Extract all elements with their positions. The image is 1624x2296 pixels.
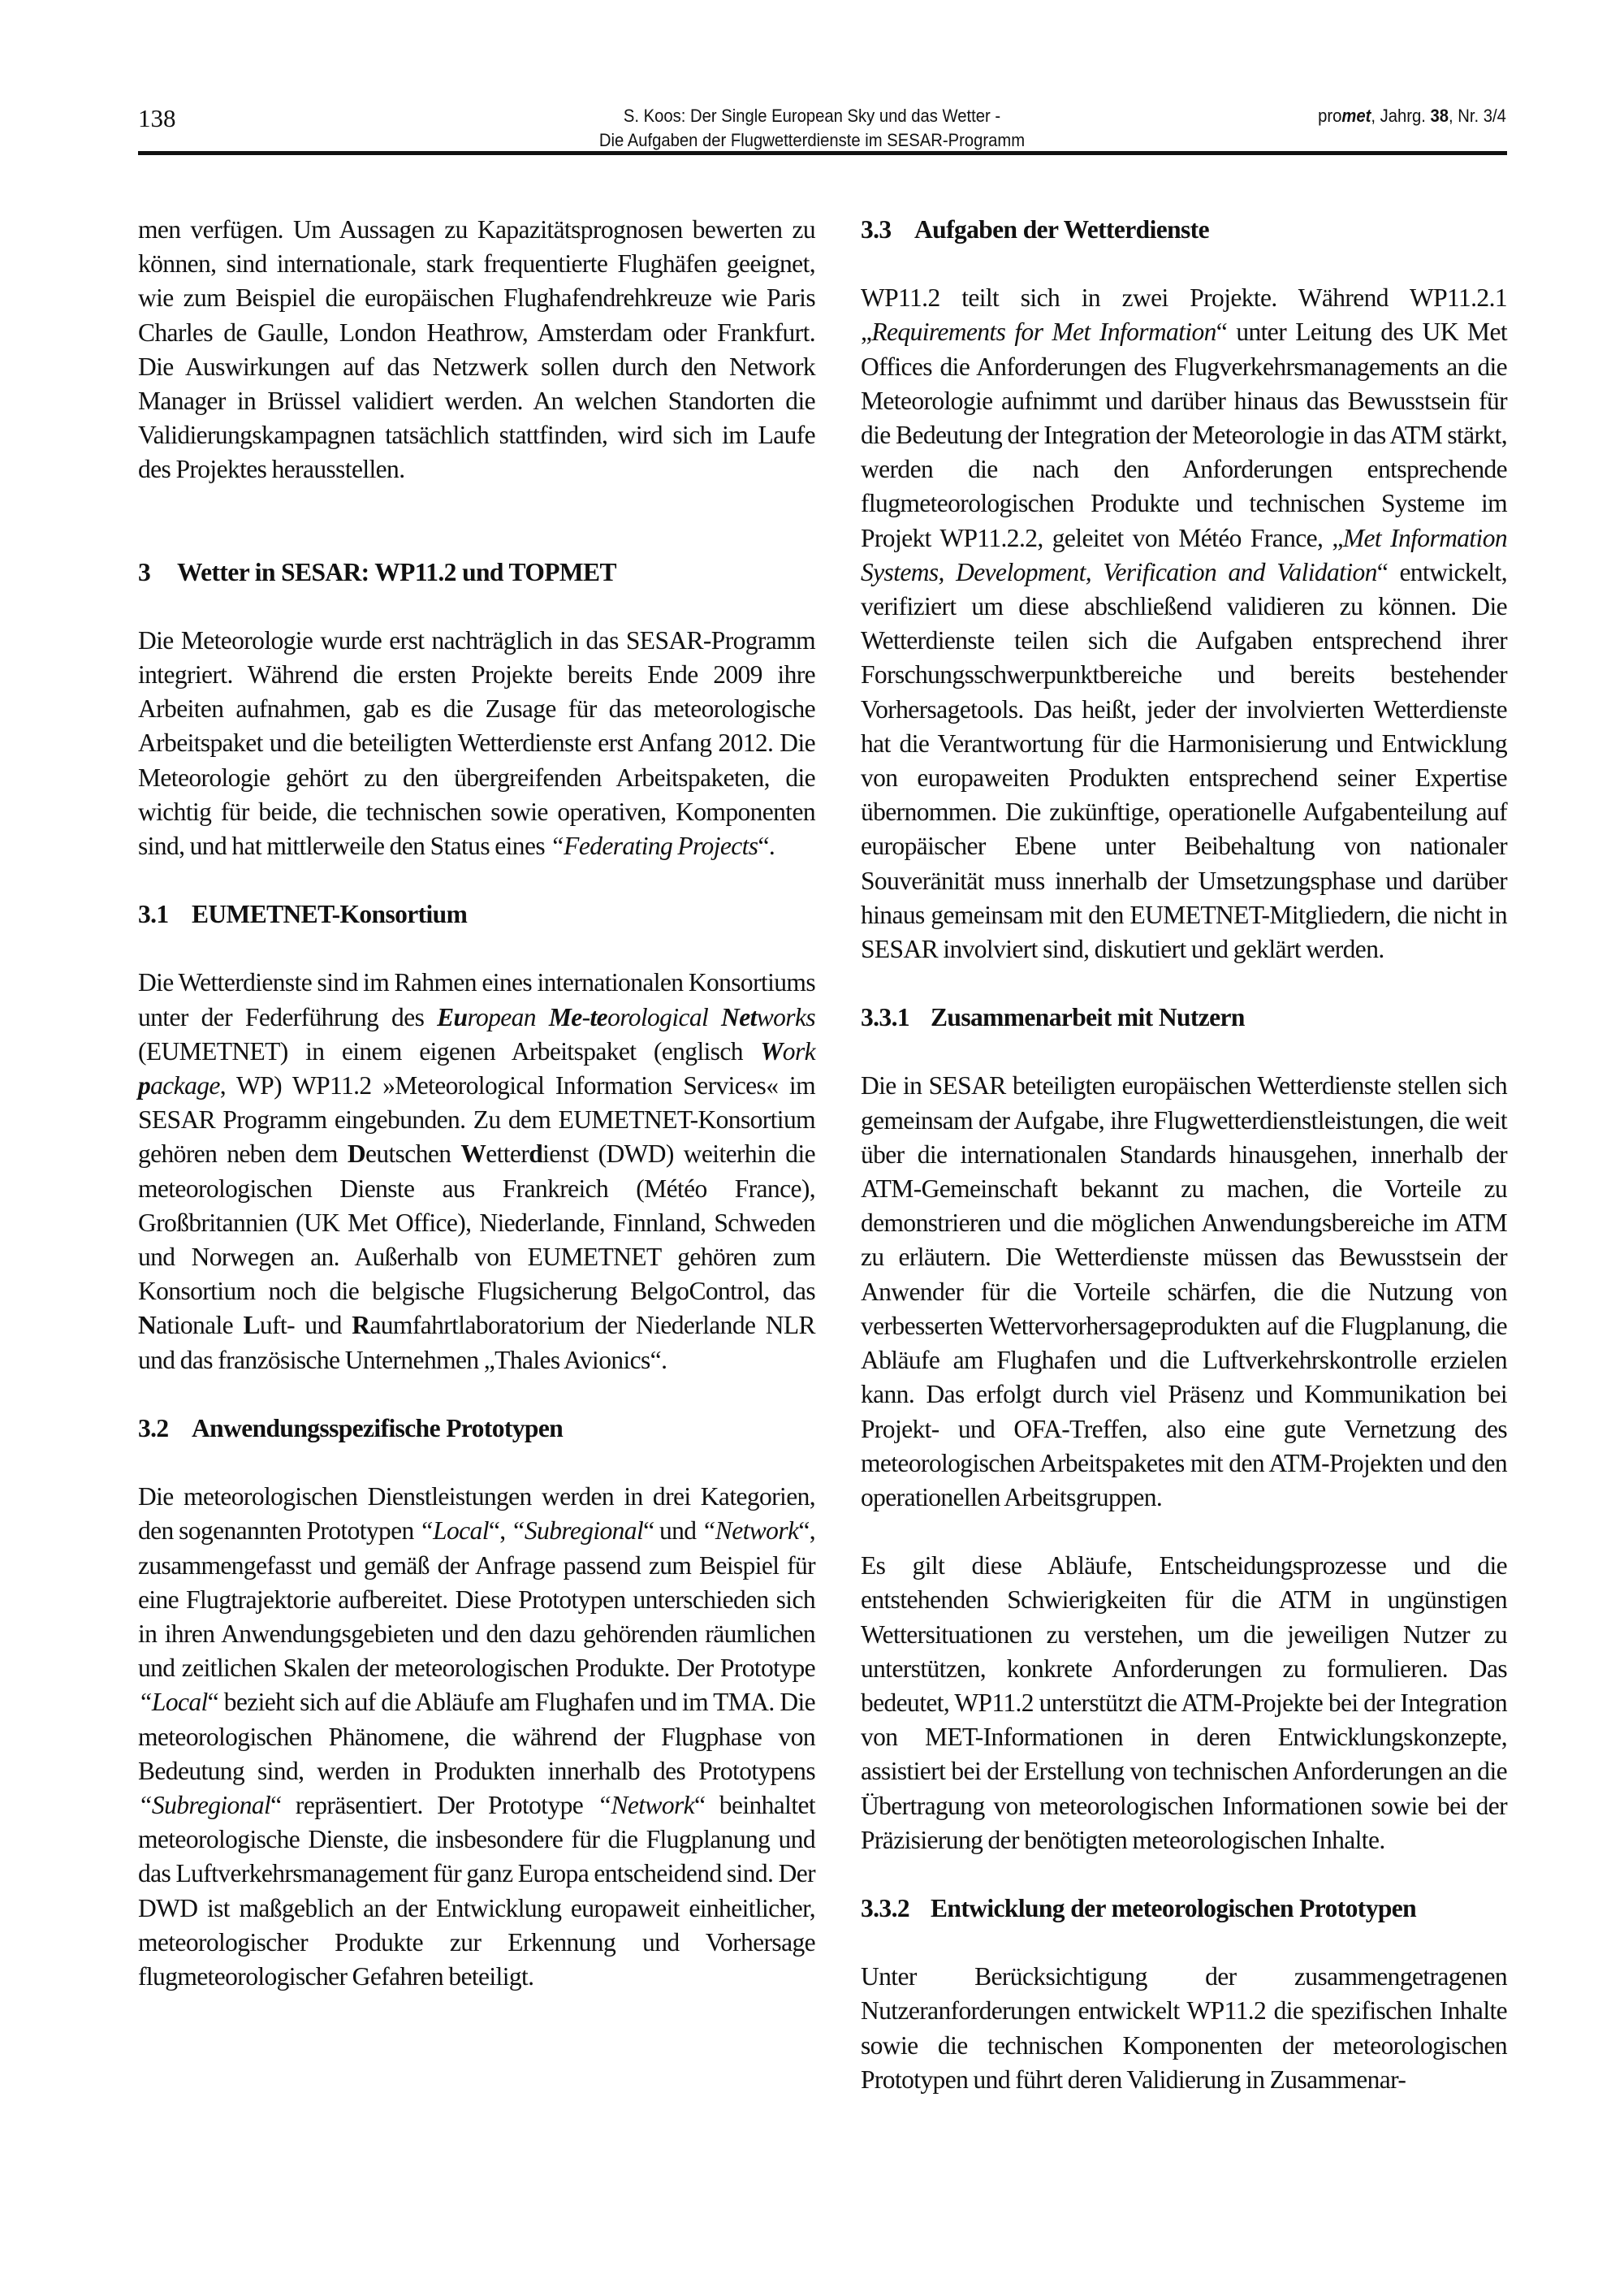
italic-run: “Federating Projects [550, 832, 758, 861]
bold-run: D [347, 1139, 365, 1169]
running-title-line-1: S. Koos: Der Single European Sky und das Wetter - [623, 106, 1001, 126]
italic-run: “Subregional [510, 1516, 644, 1546]
italic-run: “Network [701, 1516, 799, 1546]
bold-italic-run: Eu [437, 1002, 468, 1031]
text-run: (EUMETNET) in einem eigenen Arbeitspaket (englisch [138, 1036, 761, 1066]
right-column [861, 213, 1507, 2097]
italic-run: Requirements for Met Information [871, 318, 1216, 347]
journal-name-prefix: pro [1318, 106, 1342, 126]
section-3-3-1-heading [861, 1001, 1507, 1035]
section-number: 3.3.2 [861, 1893, 910, 1922]
section-number: 3.3 [861, 215, 892, 244]
section-number: 3.2 [138, 1413, 169, 1442]
text-run: “ beinhaltet meteorologische Dienste, die insbesondere für die Flugplanung und das Luftverkehrsmanagement für ganz Europa entscheidend sind. Der DWD ist maßgeblich an der Entwicklung europaweit einheitlicher, meteorologischer Produkte zur Erkennung und Vorhersage flugmeteorologischer Gefahren beteiligt. [138, 1790, 815, 1991]
italic-run: “Network [597, 1790, 695, 1819]
bold-italic-run: p [138, 1071, 151, 1100]
section-title: EUMETNET-Konsortium [192, 900, 468, 929]
text-run: “ repräsentiert. Der Prototype [270, 1790, 598, 1819]
section-number: 3 [138, 557, 151, 586]
text-run: “ bezieht sich auf die Abläufe am Flughafen und im TMA. Die meteorologischen Phänomene, die während der Flugphase von Bedeutung sind, werden in Produkten innerhalb des Prototypens [138, 1688, 815, 1785]
section-title: Aufgaben der Wetterdienste [914, 215, 1209, 244]
section-3-3-heading [861, 213, 1507, 247]
section-title: Anwendungsspezifische Prototypen [192, 1413, 564, 1442]
text-run: aumfahrtlaboratorium der Niederlande NLR und das französische Unternehmen „Thales Avionics“. [138, 1311, 815, 1374]
text-run: eutschen [365, 1139, 461, 1169]
running-title [483, 104, 1141, 153]
section-3-1-heading [138, 897, 815, 932]
bold-italic-run: W [760, 1036, 783, 1066]
section-number: 3.1 [138, 900, 169, 929]
section-3-paragraph [138, 624, 815, 863]
text-run: Die Wetterdienste sind im Rahmen eines internationalen Konsortiums unter der Federführung des [138, 968, 815, 1031]
text-run: “ entwickelt, verifiziert um diese abschließend validieren zu können. Die Wetterdienste teilen sich die Aufgaben entsprechend ihrer Forschungsschwerpunktbereiche und bereits bestehender Vorhersagetools. Das heißt, jeder der involvierten Wetterdienste hat die Verantwortung für die Harmonisierung und Entwicklung von europaweiten Produkten entsprechend seiner Expertise übernommen. Die zukünftige, operationelle Aufgabenteilung auf europäischer Ebene unter Beibehaltung von nationaler Souveränität muss innerhalb der Umsetzungsphase und darüber hinaus gemeinsam mit den EUMETNET-Mitgliedern, die nicht in SESAR involviert sind, diskutiert und geklärt werden. [861, 557, 1507, 964]
text-run: etter [486, 1139, 529, 1169]
italic-run: “Subregional [138, 1790, 271, 1819]
bold-run: L [243, 1311, 260, 1340]
text-run: “, [488, 1516, 511, 1546]
section-3-3-2-paragraph: Unter Berücksichtigung der zusammengetragenen Nutzeranforderungen entwickelt WP11.2 die spezifischen Inhalte sowie die technischen Komponenten der meteorologischen Prototypen und führt deren Validierung in Zusammenar- [861, 1962, 1507, 2094]
italic-run: orological [607, 1002, 722, 1031]
section-number: 3.3.1 [861, 1003, 910, 1032]
italic-run: ork [782, 1036, 815, 1066]
text-run: ienst (DWD) weiterhin die meteorologischen Dienste aus Frankreich (Météo France), Großbritannien (UK Met Office), Niederlande, Finnland, Schweden und Norwegen an. Außerhalb von EUMETNET gehören zum Konsortium noch die belgische Flugsicherung BelgoControl, das [138, 1139, 815, 1306]
section-3-1-paragraph: Die Wetterdienste sind im Rahmen eines internationalen Konsortiums unter der Federführung des European Me-teorological Networks (EUMETNET) in einem eigenen Arbeitspaket (englisch Work package, WP) WP11.2 »Meteorological Information Services« im SESAR Programm eingebunden. Zu dem EUMETNET-Konsortium gehören neben dem Deutschen Wetterdienst (DWD) weiterhin die meteorologischen Dienste aus Frankreich (Météo France), Großbritannien (UK Met Office), Niederlande, Finnland, Schweden und Norwegen an. Außerhalb von EUMETNET gehören zum Konsortium noch die belgische Flugsicherung BelgoControl, das Nationale Luft- und Raumfahrtlaboratorium der Niederlande NLR und das französische Unternehmen „Thales Avionics“. [138, 968, 815, 1374]
section-3-heading [138, 556, 815, 590]
page-number: 138 [138, 104, 176, 132]
italic-run: ropean [467, 1002, 549, 1031]
section-title: Zusammenarbeit mit Nutzern [931, 1003, 1245, 1032]
text-run: “. [758, 832, 775, 861]
text-run: ationale [156, 1311, 244, 1340]
section-title: Entwicklung der meteorologischen Prototypen [931, 1893, 1417, 1922]
journal-volume: 38 [1430, 106, 1449, 126]
italic-run: “Local [138, 1688, 208, 1717]
text-run: “ unter Leitung des UK Met Offices die Anforderungen des Flugverkehrsmanagements an die Meteorologie aufnimmt und darüber hinaus das Bewusstsein für die Bedeutung der Integration der Meteorologie in das ATM stärkt, werden die nach den Anforderungen entsprechende flugmeteorologischen Produkte und technischen Systeme im Projekt WP11.2.2, geleitet von Météo France, „ [861, 318, 1507, 552]
text-run: Die Meteorologie wurde erst nachträglich in das SESAR-Programm integriert. Während die ersten Projekte bereits Ende 2009 ihre Arbeiten aufnahmen, gab es die Zusage für das meteorologische Arbeitspaket und die beteiligten Wetterdienste erst Anfang 2012. Die Meteorologie gehört zu den übergreifenden Arbeitspaketen, die wichtig für beide, die technischen sowie operativen, Komponenten sind, und hat mittlerweile den Status eines [138, 625, 815, 861]
bold-italic-run: Net [721, 1002, 757, 1031]
italic-run: works [756, 1002, 815, 1031]
bold-run: W [460, 1139, 486, 1169]
section-3-3-1-paragraph-1: Die in SESAR beteiligten europäischen Wetterdienste stellen sich gemeinsam der Aufgabe, ihre Flugwetterdienstleistungen, die weit über die internationalen Standards hinausgehen, innerhalb der ATM-Gemeinschaft bekannt zu machen, die Vorteile zu demonstrieren und die möglichen Anwendungsbereiche im ATM zu erläutern. Die Wetterdienste müssen das Bewusstsein der Anwender für die Vorteile schärfen, die die Nutzung von verbesserten Wettervorhersageprodukten auf die Flugplanung, die Abläufe am Flughafen und die Luftverkehrskontrolle erzielen kann. Das erfolgt durch viel Präsenz und Kommunikation bei Projekt- und OFA-Treffen, also eine gute Vernetzung des meteorologischen Arbeitspaketes mit den ATM-Projekten und den operationellen Arbeitsgruppen. [861, 1071, 1507, 1511]
bold-run: R [352, 1311, 370, 1340]
header-rule [138, 151, 1507, 155]
italic-run: Met Information Systems, Development, Verification and Validation [861, 523, 1508, 586]
journal-issue: , Nr. 3/4 [1449, 106, 1506, 126]
text-run: Die meteorologischen Dienstleistungen werden in drei Kategorien, den sogenannten Prototypen [138, 1482, 815, 1546]
bold-italic-run: Me [548, 1002, 582, 1031]
italic-run: ackage [150, 1071, 220, 1100]
text-run: WP11.2 teilt sich in zwei Projekte. Während WP11.2.1 „ [861, 283, 1507, 347]
section-3-3-1-paragraph-2: Es gilt diese Abläufe, Entscheidungsprozesse und die entstehenden Schwierigkeiten für die ATM in ungünstigen Wettersituationen zu verstehen, um die jeweiligen Nutzer zu unterstützen, konkrete Anforderungen zu formulieren. Das bedeutet, WP11.2 unterstützt die ATM-Projekte bei der Integration von MET-Informationen in deren Entwicklungskonzepte, assistiert bei der Erstellung von technischen Anforderungen an die Übertragung von meteorologischen Informationen sowie bei der Präzisierung der benötigten meteorologischen Inhalte. [861, 1551, 1507, 1854]
section-title: Wetter in SESAR: WP11.2 und TOPMET [177, 557, 616, 586]
bold-italic-run: te [590, 1002, 608, 1031]
bold-run: d [529, 1139, 543, 1169]
section-3-3-paragraph [861, 281, 1507, 966]
journal-citation [1318, 104, 1506, 128]
section-3-3-2-heading [861, 1892, 1507, 1926]
text-run: , WP) WP11.2 »Meteorological Information Services« im SESAR Programm eingebunden. Zu dem EUMETNET-Konsortium gehören neben dem [138, 1071, 815, 1169]
italic-run: “Local [419, 1516, 489, 1546]
text-run: “ und [643, 1516, 702, 1546]
section-3-2-paragraph [138, 1480, 815, 1994]
left-column [138, 213, 815, 1994]
journal-year-label: , Jahrg. [1371, 106, 1431, 126]
section-3-2-heading [138, 1412, 815, 1446]
bold-run: N [138, 1311, 157, 1340]
text-run: uft- und [259, 1311, 352, 1340]
text-run: “, zusammengefasst und gemäß der Anfrage passend zum Beispiel für eine Flugtrajektorie aufbereitet. Diese Prototypen unterschieden sich in ihren Anwendungsgebieten und den dazu gehörenden räumlichen und zeitlichen Skalen der meteorologischen Produkte. Der Prototype [138, 1516, 816, 1683]
running-title-line-2: Die Aufgaben der Flugwetterdienste im SESAR-Programm [598, 130, 1026, 150]
journal-name-met: met [1341, 106, 1371, 126]
paragraph-intro: men verfügen. Um Aussagen zu Kapazitätsprognosen bewerten zu können, sind internationale, stark frequentierte Flughäfen geeignet, wie zum Beispiel die europäischen Flughafendrehkreuze wie Paris Charles de Gaulle, London Heathrow, Amsterdam oder Frankfurt. Die Auswirkungen auf das Netzwerk sollen durch den Network Manager in Brüssel validiert werden. An welchen Standorten die Validierungskampagnen tatsächlich stattfinden, wird sich im Laufe des Projektes herausstellen. [138, 215, 815, 484]
